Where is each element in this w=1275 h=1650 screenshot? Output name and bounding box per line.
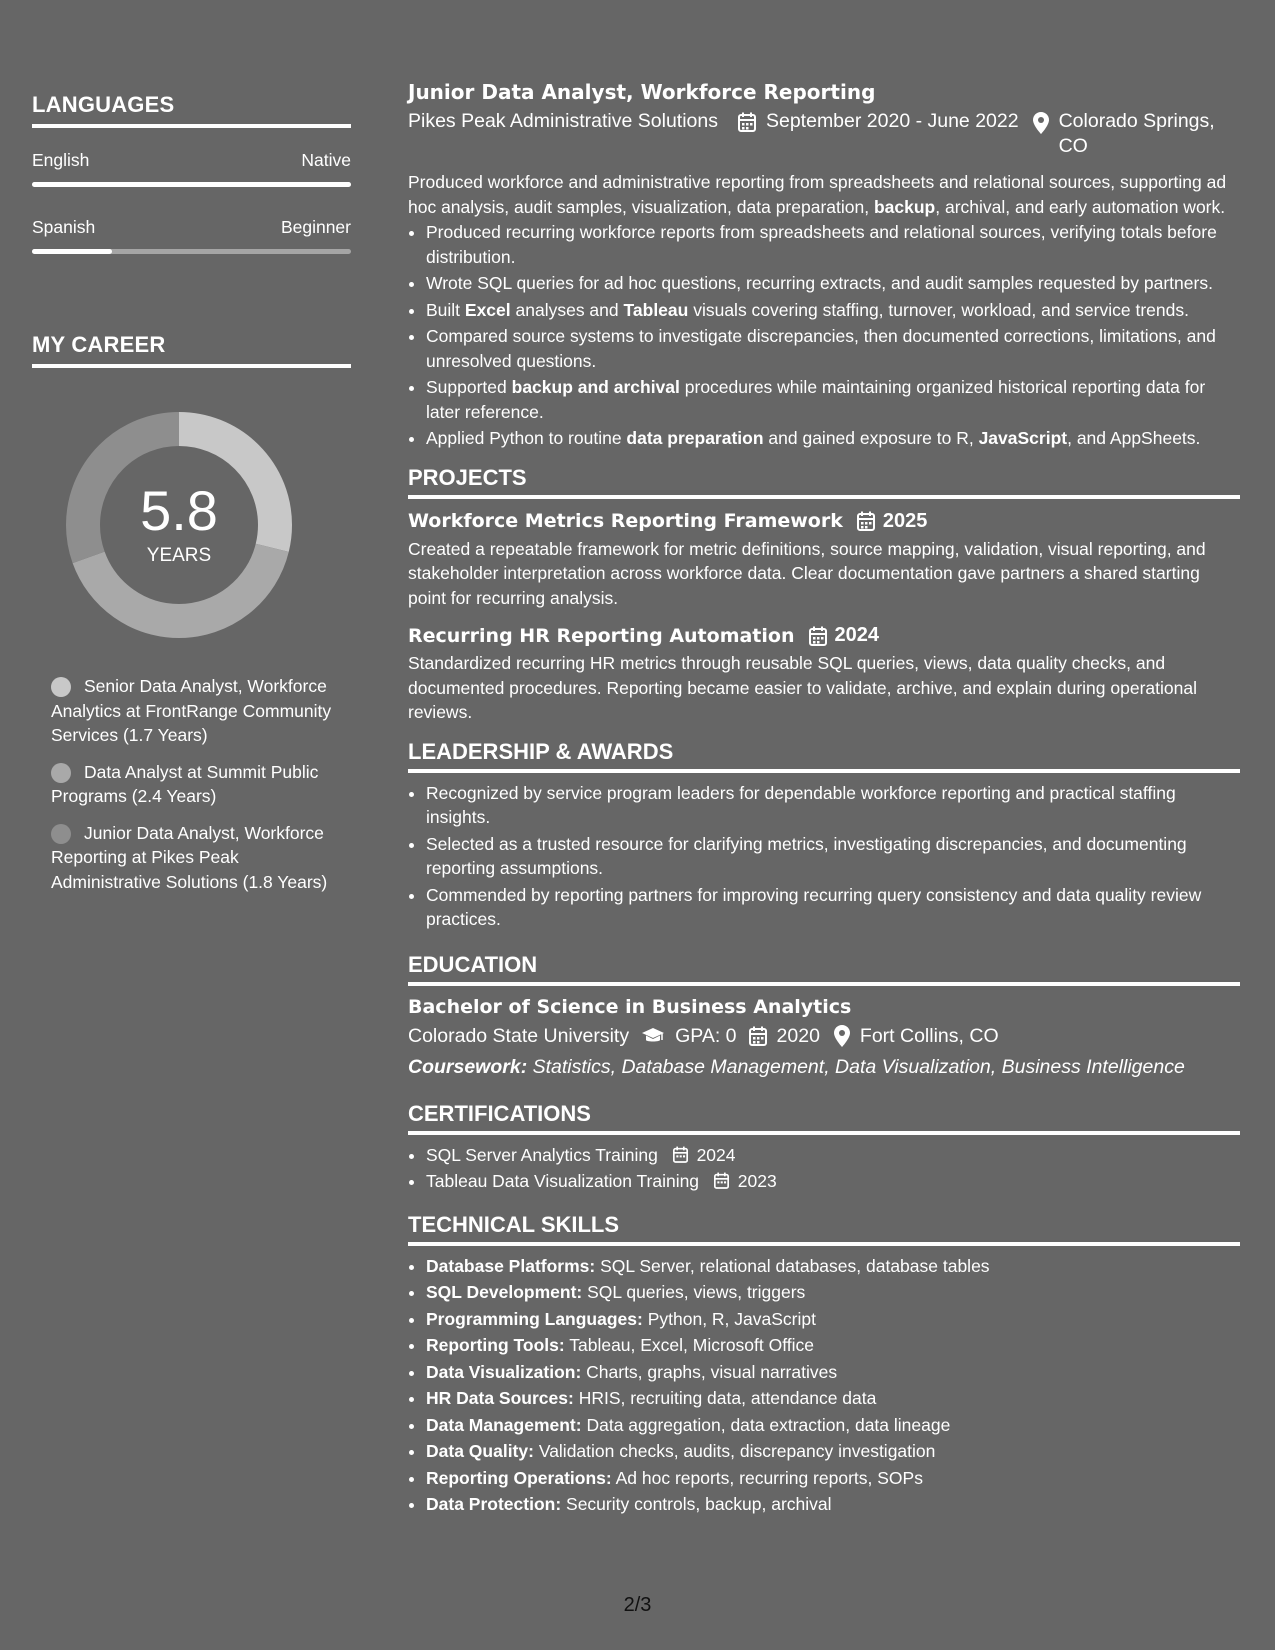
job-bullet: • Applied Python to routine data preparation and gained exposure to R, JavaScript, and AppSheets. [426,426,1240,451]
map-pin-icon [1033,112,1049,134]
certification-year: 2023 [737,1171,777,1191]
language-proficiency-fill [32,249,112,254]
project-item [408,510,1240,611]
project-title: Recurring HR Reporting Automation [408,624,795,647]
leadership-heading: LEADERSHIP & AWARDS [408,739,1240,773]
project-year: 2025 [882,509,928,532]
job-title: Junior Data Analyst, Workforce Reporting [408,80,876,104]
education-heading: EDUCATION [408,952,1240,986]
education-location: Fort Collins, CO [859,1024,999,1047]
career-role-text: Data Analyst at Summit Public Programs (2.4 Years) [51,761,319,806]
calendar-icon [738,112,756,132]
project-year: 2024 [834,624,879,646]
calendar-icon [809,626,827,646]
career-role-text: Junior Data Analyst, Workforce Reporting at Pikes Peak Administrative Solutions (1.8 Years) [51,822,328,892]
education-section [408,952,1240,1079]
job-bullet: • Compared source systems to investigate discrepancies, then documented corrections, limitations, and unresolved questions. [426,324,1240,373]
skill-item: • Data Visualization: Charts, graphs, visual narratives [426,1360,1240,1385]
project-description: Created a repeatable framework for metric definitions, source mapping, validation, visual reporting, and stakeholder interpretation across workforce data. Clear documentation gave partners a shared starting point for recurring analysis. [408,538,1206,608]
career-legend-item [51,760,336,809]
career-heading: MY CAREER [32,332,351,368]
projects-section [408,465,1240,725]
career-total-value: 5.8 [140,479,218,542]
language-level: Beginner [280,217,351,237]
education-school: Colorado State University [408,1024,630,1047]
graduation-cap-icon [641,1027,665,1045]
leadership-list [408,781,1240,932]
project-item [408,624,1240,725]
skill-item: • Data Quality: Validation checks, audits, discrepancy investigation [426,1439,1240,1464]
job-location: Colorado Springs, CO [1058,110,1215,157]
calendar-icon [749,1026,767,1046]
projects-heading: PROJECTS [408,465,1240,499]
career-legend [51,674,336,894]
experience-entry [408,78,1240,451]
page-number: 2/3 [623,1594,652,1616]
certifications-section [408,1101,1240,1194]
certification-year: 2024 [696,1144,736,1165]
calendar-icon [673,1146,688,1163]
job-bullet: • Wrote SQL queries for ad hoc questions, recurring extracts, and audit samples requested by partners. [426,271,1240,296]
language-name: English [32,150,90,170]
certifications-list [408,1143,1240,1194]
certification-item [426,1169,1240,1194]
legend-dot-icon [51,677,71,697]
skills-list [408,1254,1240,1517]
skill-item: • Reporting Tools: Tableau, Excel, Microsoft Office [426,1333,1240,1358]
languages-heading: LANGUAGES [32,92,351,128]
language-proficiency-bar [32,182,351,187]
leadership-item: • Recognized by service program leaders for dependable workforce reporting and practical staffing insights. [426,781,1240,830]
career-section [32,332,351,894]
skill-item: • Data Protection: Security controls, backup, archival [426,1492,1240,1517]
certification-item [426,1143,1240,1168]
education-meta [408,1025,1240,1048]
certification-name: Tableau Data Visualization Training [426,1171,700,1191]
job-company: Pikes Peak Administrative Solutions [408,110,718,132]
project-description: Standardized recurring HR metrics through reusable SQL queries, views, data quality checks, and documented procedures. Reporting became easier to validate, archive, and explain during operational reviews. [408,653,1197,722]
job-bullets [408,220,1240,451]
education-degree: Bachelor of Science in Business Analytics [408,995,852,1018]
sidebar [32,92,351,906]
education-gpa: GPA: 0 [675,1024,737,1047]
certification-name: SQL Server Analytics Training [426,1144,658,1165]
career-role-text: Senior Data Analyst, Workforce Analytics at FrontRange Community Services (1.7 Years) [51,676,332,745]
language-level: Native [301,150,351,170]
job-bullet: • Built Excel analyses and Tableau visuals covering staffing, turnover, workload, and service trends. [426,298,1240,323]
skills-heading: TECHNICAL SKILLS [408,1212,1240,1246]
skill-item: • Programming Languages: Python, R, JavaScript [426,1307,1240,1332]
main-content [408,78,1240,1519]
project-title: Workforce Metrics Reporting Framework [408,510,843,532]
career-total [66,412,292,638]
skill-item: • Data Management: Data aggregation, data extraction, data lineage [426,1413,1240,1438]
leadership-section [408,739,1240,932]
language-name: Spanish [32,217,96,237]
education-coursework: Coursework: Statistics, Database Management, Data Visualization, Business Intelligence [408,1055,1185,1078]
career-legend-item [51,821,336,895]
career-total-unit: YEARS [146,545,212,566]
legend-dot-icon [51,763,71,783]
skill-item: • Reporting Operations: Ad hoc reports, recurring reports, SOPs [426,1466,1240,1491]
job-bullet: • Supported backup and archival procedures while maintaining organized historical reporting data for later reference. [426,375,1240,424]
leadership-item: • Commended by reporting partners for improving recurring query consistency and data quality review practices. [426,883,1240,932]
leadership-item: • Selected as a trusted resource for clarifying metrics, investigating discrepancies, and documenting reporting assumptions. [426,832,1240,881]
job-meta [408,109,1240,159]
certifications-heading: CERTIFICATIONS [408,1101,1240,1135]
language-proficiency-fill [32,182,351,187]
language-item [32,150,351,187]
career-donut-chart [66,412,292,638]
skill-item: • SQL Development: SQL queries, views, triggers [426,1280,1240,1305]
skill-item: • HR Data Sources: HRIS, recruiting data, attendance data [426,1386,1240,1411]
job-bullet: • Produced recurring workforce reports from spreadsheets and relational sources, verifying totals before distribution. [426,220,1240,269]
language-item [32,217,351,254]
calendar-icon [714,1172,729,1189]
skill-item: • Database Platforms: SQL Server, relational databases, database tables [426,1254,1240,1279]
job-dates: September 2020 - June 2022 [765,110,1019,132]
career-legend-item [51,674,336,748]
job-summary: Produced workforce and administrative reporting from spreadsheets and relational sources, supporting ad hoc analysis, audit samples, visualization, data preparation, backup, archival, and early automation work. [408,172,1227,217]
language-proficiency-bar [32,249,351,254]
legend-dot-icon [51,824,71,844]
education-year: 2020 [776,1024,820,1047]
map-pin-icon [834,1025,850,1047]
skills-section [408,1212,1240,1517]
languages-section [32,92,351,254]
calendar-icon [857,511,875,531]
